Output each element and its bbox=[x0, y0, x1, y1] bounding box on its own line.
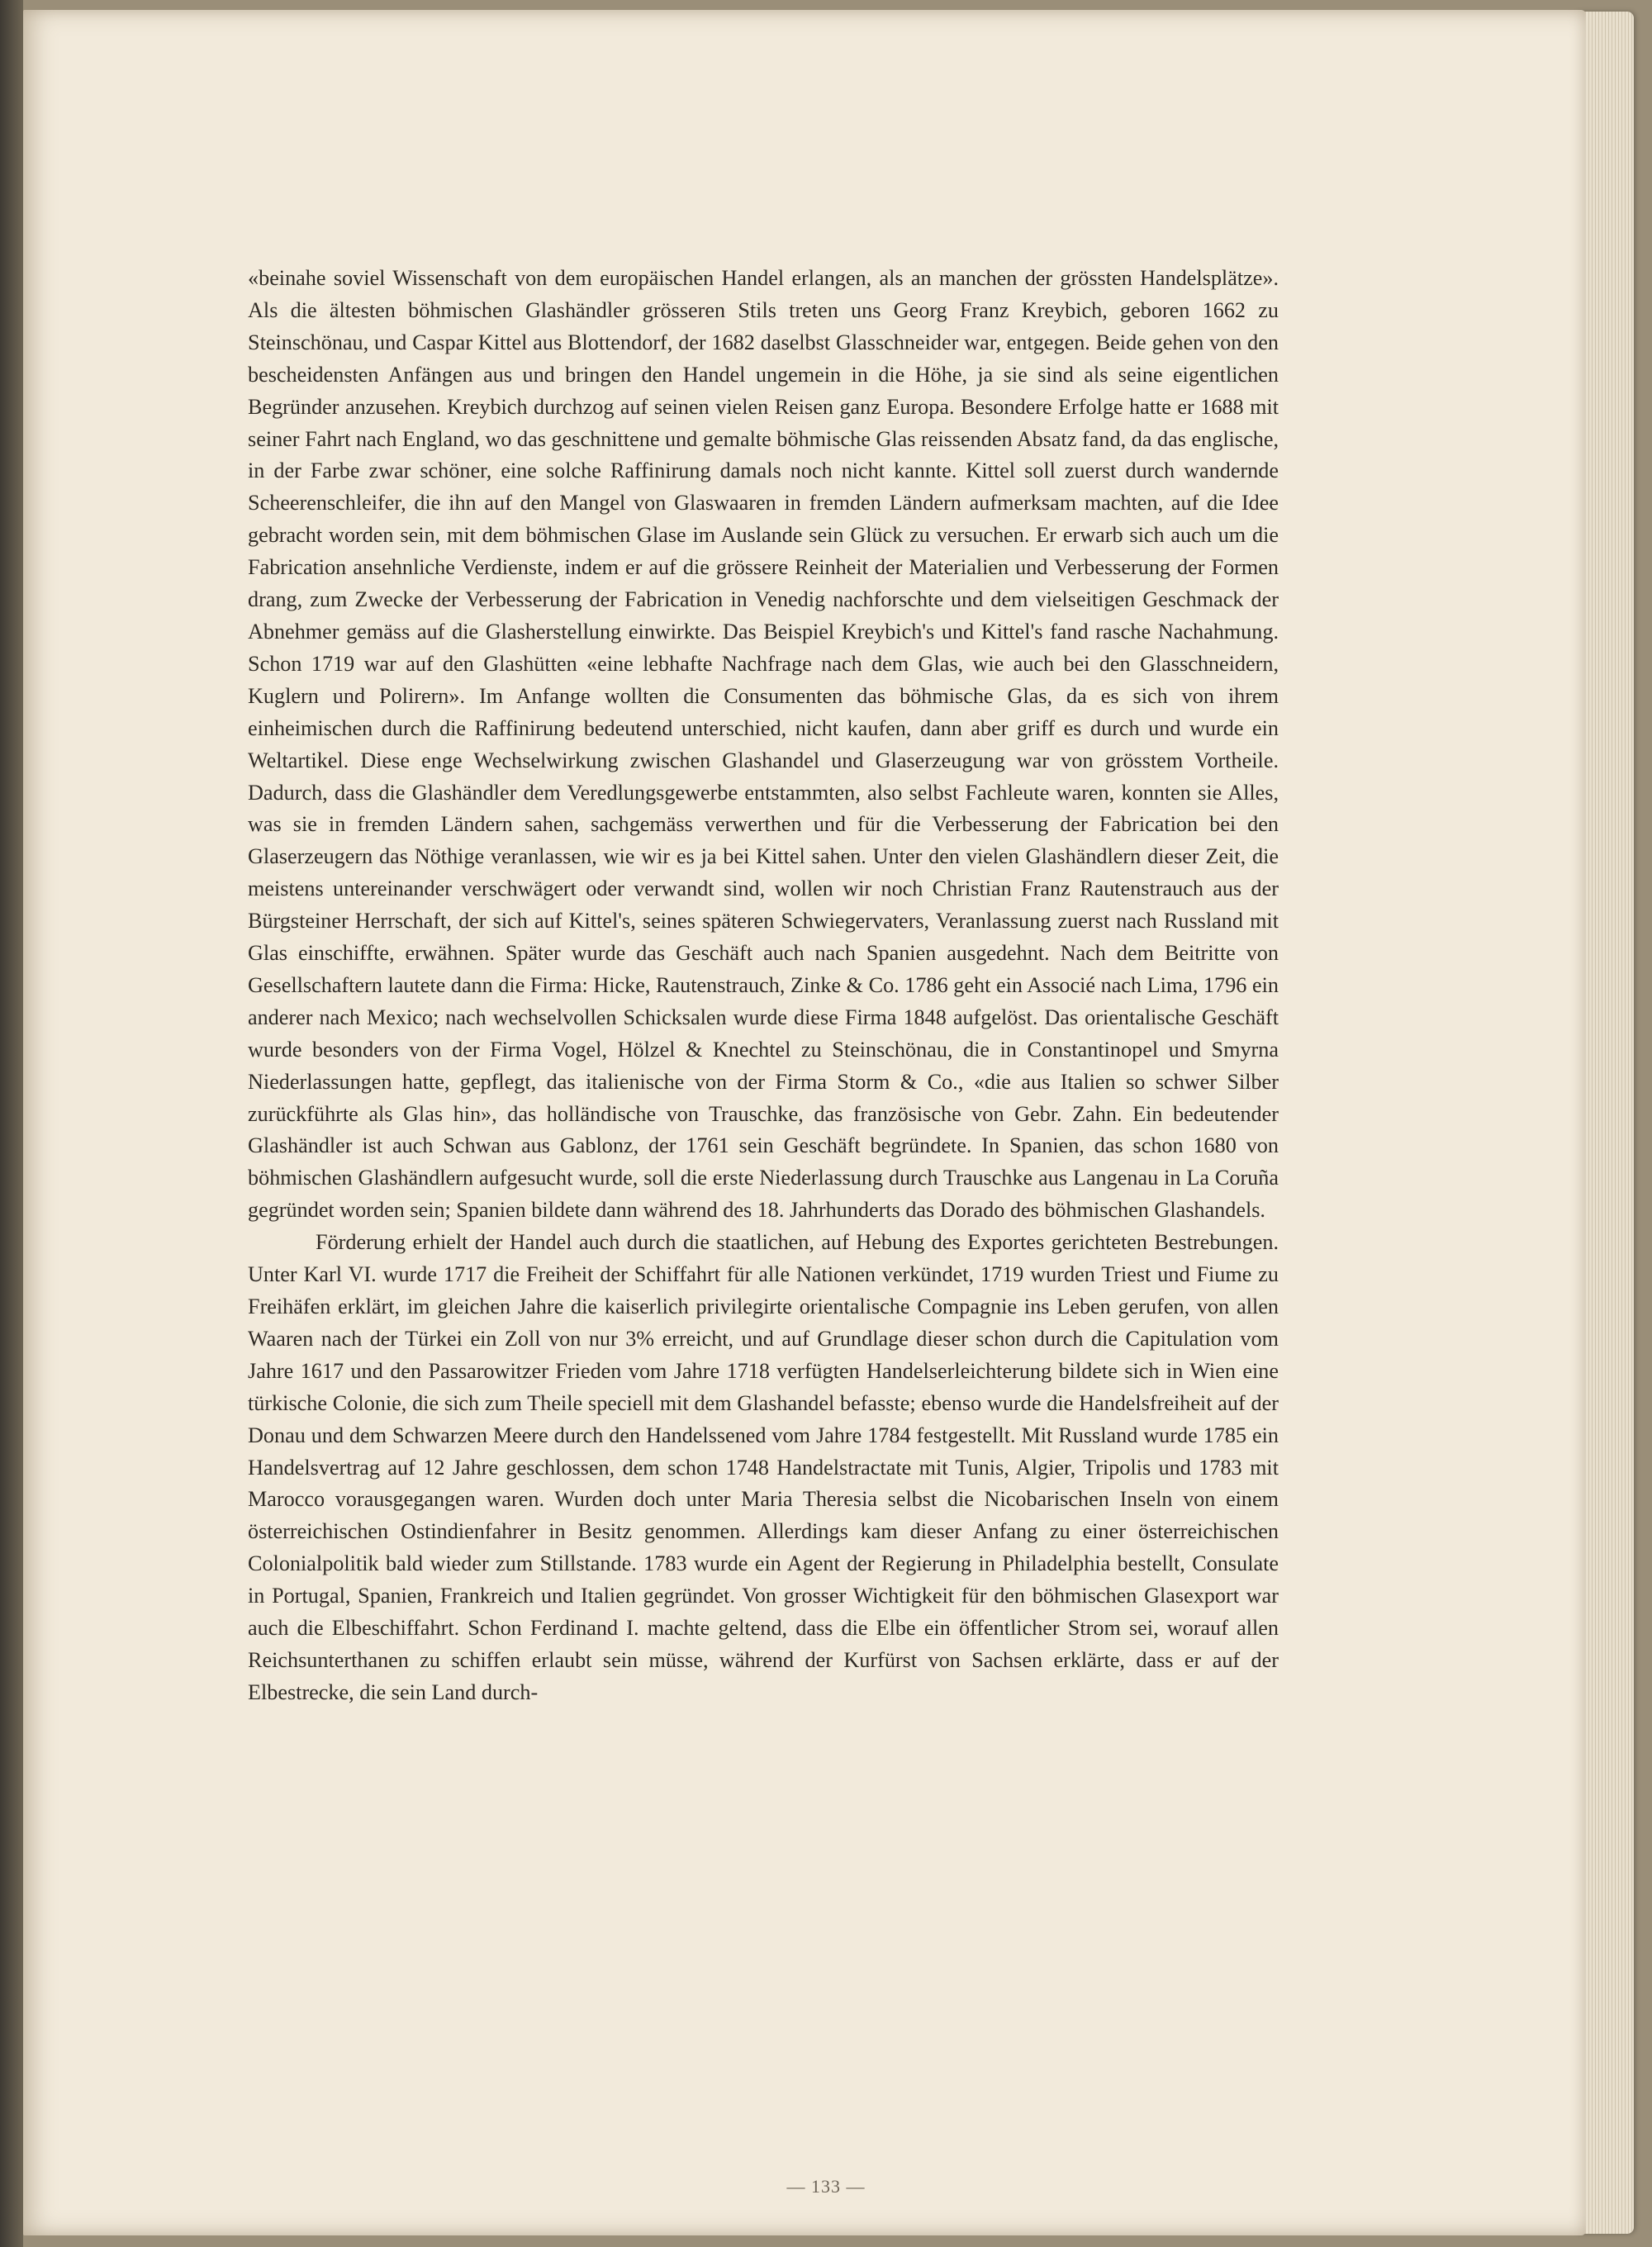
body-text bbox=[248, 263, 1279, 1709]
paragraph-2: Förderung erhielt der Handel auch durch die staatlichen, auf Hebung des Exportes gerichteten Bestrebungen. Unter Karl VI. wurde 1717 die Freiheit der Schiffahrt für alle Nationen verkündet, 1719 wurden Triest und Fiume zu Freihäfen erklärt, im gleichen Jahre die kaiserlich privilegirte orientalische Compagnie ins Leben gerufen, von allen Waaren nach der Türkei ein Zoll von nur 3% erreicht, und auf Grundlage dieser schon durch die Capitulation vom Jahre 1617 und den Passarowitzer Frieden vom Jahre 1718 verfügten Handelserleichterung bildete sich in Wien eine türkische Colonie, die sich zum Theile speciell mit dem Glashandel befasste; ebenso wurde die Handelsfreiheit auf der Donau und dem Schwarzen Meere durch den Handelssened vom Jahre 1784 festgestellt. Mit Russland wurde 1785 ein Handelsvertrag auf 12 Jahre geschlossen, dem schon 1748 Handelstractate mit Tunis, Algier, Tripolis und 1783 mit Marocco vorausgegangen waren. Wurden doch unter Maria Theresia selbst die Nicobarischen Inseln von einem österreichischen Ostindienfahrer in Besitz genommen. Allerdings kam dieser Anfang zu einer österreichischen Colonialpolitik bald wieder zum Stillstande. 1783 wurde ein Agent der Regierung in Philadelphia bestellt, Consulate in Portugal, Spanien, Frankreich und Italien gegründet. Von grosser Wichtigkeit für den böhmischen Glasexport war auch die Elbeschiffahrt. Schon Ferdinand I. machte geltend, dass die Elbe ein öffentlicher Strom sei, worauf allen Reichsunterthanen zu schiffen erlaubt sein müsse, während der Kurfürst von Sachsen erklärte, dass er auf der Elbestrecke, die sein Land durch- bbox=[248, 1230, 1279, 1704]
page-number: — 133 — bbox=[786, 2176, 866, 2197]
book-gutter bbox=[0, 0, 23, 2247]
paragraph-1: «beinahe soviel Wissenschaft von dem europäischen Handel erlangen, als an manchen der grössten Handelsplätze». Als die ältesten böhmischen Glashändler grösseren Stils treten uns Georg Franz Kreybich, geboren 1662 zu Steinschönau, und Caspar Kittel aus Blottendorf, der 1682 daselbst Glasschneider war, entgegen. Beide gehen von den bescheidensten Anfängen aus und bringen den Handel ungemein in die Höhe, ja sie sind als seine eigentlichen Begründer anzusehen. Kreybich durchzog auf seinen vielen Reisen ganz Europa. Besondere Erfolge hatte er 1688 mit seiner Fahrt nach England, wo das geschnittene und gemalte böhmische Glas reissenden Absatz fand, da das englische, in der Farbe zwar schöner, eine solche Raffinirung damals noch nicht kannte. Kittel soll zuerst durch wandernde Scheerenschleifer, die ihn auf den Mangel von Glaswaaren in fremden Ländern aufmerksam machten, auf die Idee gebracht worden sein, mit dem böhmischen Glase im Auslande sein Glück zu versuchen. Er erwarb sich auch um die Fabrication ansehnliche Verdienste, indem er auf die grössere Reinheit der Materialien und Verbesserung der Formen drang, zum Zwecke der Verbesserung der Fabrication in Venedig nachforschte und dem vielseitigen Geschmack der Abnehmer gemäss auf die Glasherstellung einwirkte. Das Beispiel Kreybich's und Kittel's fand rasche Nachahmung. Schon 1719 war auf den Glashütten «eine lebhafte Nachfrage nach dem Glas, wie auch bei den Glasschneidern, Kuglern und Polirern». Im Anfange wollten die Consumenten das böhmische Glas, da es sich von ihrem einheimischen durch die Raffinirung bedeutend unterschied, nicht kaufen, dann aber griff es durch und wurde ein Weltartikel. Diese enge Wechselwirkung zwischen Glashandel und Glaserzeugung war von grösstem Vortheile. Dadurch, dass die Glashändler dem Veredlungsgewerbe entstammten, also selbst Fachleute waren, konnten sie Alles, was sie in fremden Ländern sahen, sachgemäss verwerthen und für die Verbesserung der Fabrication bei den Glaserzeugern das Nöthige veranlassen, wie wir es ja bei Kittel sahen. Unter den vielen Glashändlern dieser Zeit, die meistens untereinander verschwägert oder verwandt sind, wollen wir noch Christian Franz Rautenstrauch aus der Bürgsteiner Herrschaft, der sich auf Kittel's, seines späteren Schwiegervaters, Veranlassung zuerst nach Russland mit Glas einschiffte, erwähnen. Später wurde das Geschäft auch nach Spanien ausgedehnt. Nach dem Beitritte von Gesellschaftern lautete dann die Firma: Hicke, Rautenstrauch, Zinke & Co. 1786 geht ein Associé nach Lima, 1796 ein anderer nach Mexico; nach wechselvollen Schicksalen wurde diese Firma 1848 aufgelöst. Das orientalische Geschäft wurde besonders von der Firma Vogel, Hölzel & Knechtel zu Steinschönau, die in Constantinopel und Smyrna Niederlassungen hatte, gepflegt, das italienische von der Firma Storm & Co., «die aus Italien so schwer Silber zurückführte als Glas hin», das holländische von Trauschke, das französische von Gebr. Zahn. Ein bedeutender Glashändler ist auch Schwan aus Gablonz, der 1761 sein Geschäft begründete. In Spanien, das schon 1680 von böhmischen Glashändlern aufgesucht wurde, soll die erste Niederlassung durch Trauschke aus Langenau in La Coruña gegründet worden sein; Spanien bildete dann während des 18. Jahrhunderts das Dorado des böhmischen Glashandels. bbox=[248, 266, 1279, 1223]
